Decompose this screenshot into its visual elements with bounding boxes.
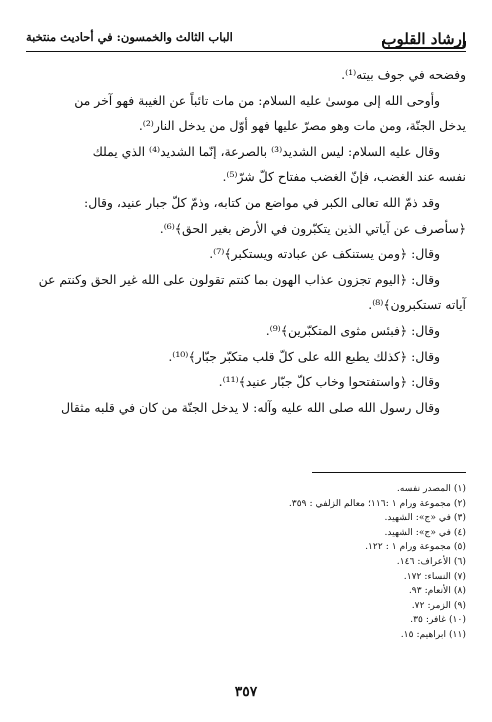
- header-rule: [26, 51, 466, 52]
- text-line: وقال: ﴿ومن يستنكف عن عبادته ويستكبر﴾⁽⁷⁾.: [209, 246, 440, 262]
- text-line: وفضحه في جوف بيته⁽¹⁾.: [341, 67, 466, 82]
- page-header: [26, 12, 466, 48]
- text-line: وقال رسول الله صلى الله عليه وآله: لا يدخل الجنّة من كان في قلبه مثقال: [61, 399, 440, 415]
- footnote: (١١) ابراهيم: ١٥.: [400, 628, 466, 640]
- footnote: (٨) الأنعام: ٩٣.: [408, 585, 466, 597]
- book-title-logo: [382, 29, 466, 48]
- footnotes: [26, 482, 466, 643]
- text-line: ﴿سأصرف عن آياتي الذين يتكبّرون في الأرض بغير الحق﴾⁽⁶⁾.: [159, 220, 466, 236]
- footnote: (٢) مجموعة ورام ١ :١١٦؛ معالم الزلفي : ٣٥٩.: [288, 497, 466, 509]
- main-text: [26, 62, 466, 420]
- footnote: (٥) مجموعة ورام ١ : ١٢٢.: [365, 541, 466, 553]
- footnote: (٦) الأعراف: ١٤٦.: [396, 555, 466, 567]
- page-number: ٣٥٧: [234, 684, 258, 700]
- footnote-separator: [312, 472, 466, 473]
- footnote: (١) المصدر نفسه.: [396, 483, 466, 494]
- text-line: وقال عليه السلام: ليس الشديد⁽³⁾ بالصرعة، إنّما الشديد⁽⁴⁾ الذي يملك: [92, 143, 440, 159]
- text-line: يدخل الجنّة، ومن مات وهو مصرّ عليها فهو أوّل من يدخل النار⁽²⁾.: [138, 118, 466, 134]
- footnote: (٣) في «ج»: الشهيد.: [384, 512, 466, 524]
- text-line: نفسه عند الغضب، فإنّ الغضب مفتاح كلّ شرّ⁽⁵⁾.: [222, 169, 466, 185]
- text-line: وقال: ﴿واستفتحوا وخاب كلّ جبّار عنيد﴾⁽¹¹⁾.: [218, 374, 440, 390]
- running-title: الباب الثالث والخمسون: في أحاديث منتخبة: [26, 30, 233, 44]
- text-line: وقال: ﴿اليوم تجزون عذاب الهون بما كنتم تقولون على الله غير الحق وكنتم عن: [38, 271, 440, 287]
- footnote: (٧) النساء: ١٧٢.: [403, 570, 466, 582]
- footnote: (٩) الزمر: ٧٢.: [411, 599, 466, 611]
- text-line: وقال: ﴿كذلك يطبع الله على كلّ قلب متكبّر جبّار﴾⁽¹⁰⁾.: [168, 348, 440, 364]
- footnote: (٤) في «ج»: الشهيد.: [384, 526, 466, 538]
- text-line: وأوحى الله إلى موسىٰ عليه السلام: من مات تائباً عن الغيبة فهو آخر من: [74, 92, 440, 108]
- text-line: آياته تستكبرون﴾⁽⁸⁾.: [368, 297, 466, 313]
- text-line: وقال: ﴿فبئس مثوى المتكبّرين﴾⁽⁹⁾.: [265, 322, 440, 338]
- footnote: (١٠) غافر: ٣٥.: [410, 614, 466, 626]
- book-title-text: إرشاد القلوب: [382, 30, 466, 48]
- text-line: وقد ذمّ الله تعالى الكبر في مواضع من كتابه، وذمّ كلّ جبار عنيد، وقال:: [84, 194, 440, 210]
